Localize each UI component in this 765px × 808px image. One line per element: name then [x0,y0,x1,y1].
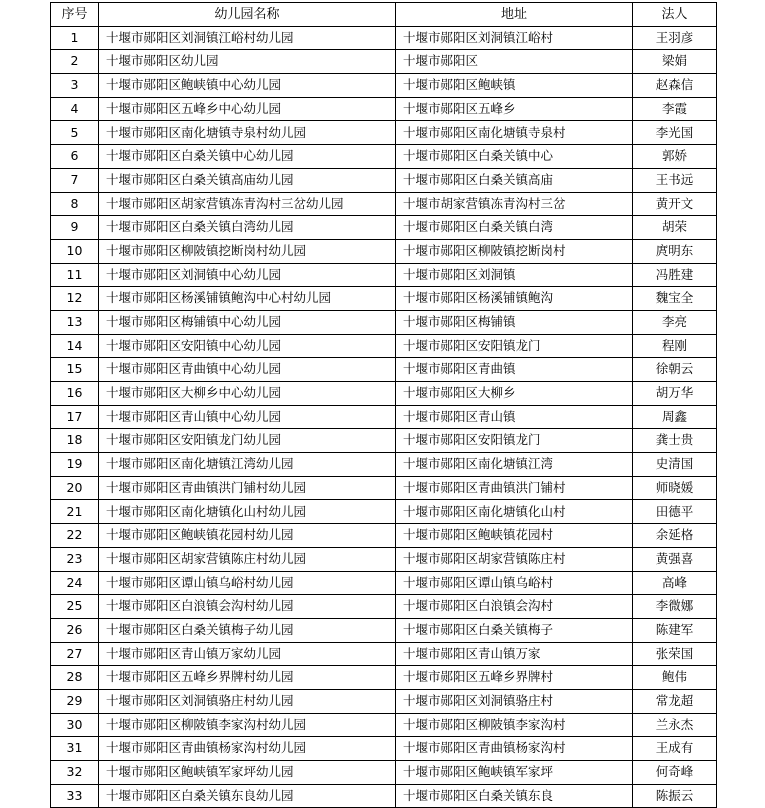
kindergarten-name-cell: 十堰市郧阳区谭山镇乌峪村幼儿园 [99,571,396,595]
table-row [51,26,717,50]
kindergarten-name-cell: 十堰市郧阳区大柳乡中心幼儿园 [99,382,396,406]
table-row [51,382,717,406]
legal-representative-cell: 李光国 [633,121,717,145]
address-cell: 十堰市郧阳区鲍峡镇军家坪 [396,761,633,785]
table-row [51,358,717,382]
kindergarten-name-cell: 十堰市郧阳区鲍峡镇军家坪幼儿园 [99,761,396,785]
address-cell: 十堰市郧阳区白桑关镇白湾 [396,216,633,240]
serial-number-cell: 27 [51,642,99,666]
kindergarten-name-cell: 十堰市郧阳区胡家营镇冻青沟村三岔幼儿园 [99,192,396,216]
legal-representative-cell: 徐朝云 [633,358,717,382]
table-row [51,310,717,334]
serial-number-cell: 2 [51,50,99,74]
serial-number-cell: 23 [51,547,99,571]
legal-representative-cell: 魏宝全 [633,287,717,311]
kindergarten-name-cell: 十堰市郧阳区刘洞镇江峪村幼儿园 [99,26,396,50]
kindergarten-name-cell: 十堰市郧阳区安阳镇中心幼儿园 [99,334,396,358]
kindergarten-name-cell: 十堰市郧阳区胡家营镇陈庄村幼儿园 [99,547,396,571]
address-cell: 十堰市郧阳区白桑关镇中心 [396,145,633,169]
legal-representative-cell: 胡万华 [633,382,717,406]
address-cell: 十堰市郧阳区白桑关镇梅子 [396,618,633,642]
legal-representative-cell: 田德平 [633,500,717,524]
address-cell: 十堰市郧阳区白桑关镇东良 [396,784,633,808]
kindergarten-name-cell: 十堰市郧阳区安阳镇龙门幼儿园 [99,429,396,453]
address-cell: 十堰市郧阳区柳陂镇李家沟村 [396,713,633,737]
legal-representative-cell: 常龙超 [633,689,717,713]
kindergarten-name-cell: 十堰市郧阳区鲍峡镇花园村幼儿园 [99,524,396,548]
legal-representative-cell: 庹明东 [633,239,717,263]
kindergarten-name-cell: 十堰市郧阳区青曲镇中心幼儿园 [99,358,396,382]
table-row [51,74,717,98]
address-cell: 十堰市郧阳区杨溪铺镇鲍沟 [396,287,633,311]
serial-number-cell: 33 [51,784,99,808]
legal-representative-cell: 黄开文 [633,192,717,216]
address-cell: 十堰市郧阳区鲍峡镇花园村 [396,524,633,548]
serial-number-cell: 31 [51,737,99,761]
serial-number-cell: 20 [51,476,99,500]
kindergarten-name-cell: 十堰市郧阳区青山镇万家幼儿园 [99,642,396,666]
header-kindergarten-name: 幼儿园名称 [99,3,396,27]
legal-representative-cell: 胡荣 [633,216,717,240]
table-row [51,524,717,548]
serial-number-cell: 30 [51,713,99,737]
kindergarten-name-cell: 十堰市郧阳区白桑关镇高庙幼儿园 [99,168,396,192]
legal-representative-cell: 王书远 [633,168,717,192]
kindergarten-name-cell: 十堰市郧阳区五峰乡界牌村幼儿园 [99,666,396,690]
serial-number-cell: 8 [51,192,99,216]
table-row [51,287,717,311]
kindergarten-name-cell: 十堰市郧阳区白桑关镇东良幼儿园 [99,784,396,808]
serial-number-cell: 9 [51,216,99,240]
legal-representative-cell: 陈振云 [633,784,717,808]
kindergarten-name-cell: 十堰市郧阳区南化塘镇化山村幼儿园 [99,500,396,524]
legal-representative-cell: 李亮 [633,310,717,334]
table-row [51,334,717,358]
legal-representative-cell: 王羽彦 [633,26,717,50]
address-cell: 十堰市郧阳区青曲镇杨家沟村 [396,737,633,761]
legal-representative-cell: 史清国 [633,453,717,477]
table-row [51,121,717,145]
kindergarten-name-cell: 十堰市郧阳区白桑关镇白湾幼儿园 [99,216,396,240]
table-row [51,571,717,595]
address-cell: 十堰市郧阳区南化塘镇江湾 [396,453,633,477]
address-cell: 十堰市郧阳区青山镇 [396,405,633,429]
kindergarten-name-cell: 十堰市郧阳区青山镇中心幼儿园 [99,405,396,429]
legal-representative-cell: 高峰 [633,571,717,595]
table-row [51,737,717,761]
table-row [51,429,717,453]
table-row [51,547,717,571]
table-row [51,97,717,121]
legal-representative-cell: 王成有 [633,737,717,761]
table-row [51,500,717,524]
address-cell: 十堰市郧阳区白桑关镇高庙 [396,168,633,192]
table-row [51,618,717,642]
legal-representative-cell: 何奇峰 [633,761,717,785]
kindergarten-name-cell: 十堰市郧阳区白桑关镇中心幼儿园 [99,145,396,169]
legal-representative-cell: 周鑫 [633,405,717,429]
address-cell: 十堰市郧阳区柳陂镇挖断岗村 [396,239,633,263]
kindergarten-name-cell: 十堰市郧阳区柳陂镇挖断岗村幼儿园 [99,239,396,263]
address-cell: 十堰市郧阳区五峰乡界牌村 [396,666,633,690]
kindergarten-name-cell: 十堰市郧阳区白浪镇会沟村幼儿园 [99,595,396,619]
table-row [51,761,717,785]
serial-number-cell: 25 [51,595,99,619]
address-cell: 十堰市郧阳区大柳乡 [396,382,633,406]
table-row [51,476,717,500]
address-cell: 十堰市郧阳区五峰乡 [396,97,633,121]
legal-representative-cell: 程刚 [633,334,717,358]
kindergarten-name-cell: 十堰市郧阳区南化塘镇寺泉村幼儿园 [99,121,396,145]
address-cell: 十堰市郧阳区南化塘镇化山村 [396,500,633,524]
header-legal-representative: 法人 [633,3,717,27]
table-row [51,689,717,713]
table-row [51,145,717,169]
kindergarten-name-cell: 十堰市郧阳区柳陂镇李家沟村幼儿园 [99,713,396,737]
table-row [51,192,717,216]
table-row [51,666,717,690]
address-cell: 十堰市胡家营镇冻青沟村三岔 [396,192,633,216]
address-cell: 十堰市郧阳区安阳镇龙门 [396,429,633,453]
serial-number-cell: 15 [51,358,99,382]
legal-representative-cell: 兰永杰 [633,713,717,737]
address-cell: 十堰市郧阳区刘洞镇 [396,263,633,287]
serial-number-cell: 26 [51,618,99,642]
serial-number-cell: 16 [51,382,99,406]
table-row [51,642,717,666]
table-row [51,50,717,74]
table-row [51,453,717,477]
table-row [51,263,717,287]
table-row [51,405,717,429]
legal-representative-cell: 龚士贵 [633,429,717,453]
serial-number-cell: 19 [51,453,99,477]
legal-representative-cell: 冯胜建 [633,263,717,287]
serial-number-cell: 12 [51,287,99,311]
serial-number-cell: 24 [51,571,99,595]
serial-number-cell: 32 [51,761,99,785]
address-cell: 十堰市郧阳区刘洞镇江峪村 [396,26,633,50]
address-cell: 十堰市郧阳区青曲镇洪门铺村 [396,476,633,500]
address-cell: 十堰市郧阳区白浪镇会沟村 [396,595,633,619]
legal-representative-cell: 李霞 [633,97,717,121]
table-body [51,26,717,808]
table-row [51,216,717,240]
kindergarten-name-cell: 十堰市郧阳区五峰乡中心幼儿园 [99,97,396,121]
legal-representative-cell: 赵森信 [633,74,717,98]
kindergarten-name-cell: 十堰市郧阳区青曲镇洪门铺村幼儿园 [99,476,396,500]
header-address: 地址 [396,3,633,27]
serial-number-cell: 3 [51,74,99,98]
serial-number-cell: 13 [51,310,99,334]
kindergarten-name-cell: 十堰市郧阳区青曲镇杨家沟村幼儿园 [99,737,396,761]
legal-representative-cell: 李微娜 [633,595,717,619]
serial-number-cell: 6 [51,145,99,169]
table-row [51,595,717,619]
address-cell: 十堰市郧阳区刘洞镇骆庄村 [396,689,633,713]
kindergarten-name-cell: 十堰市郧阳区杨溪铺镇鲍沟中心村幼儿园 [99,287,396,311]
address-cell: 十堰市郧阳区胡家营镇陈庄村 [396,547,633,571]
address-cell: 十堰市郧阳区安阳镇龙门 [396,334,633,358]
address-cell: 十堰市郧阳区 [396,50,633,74]
kindergarten-name-cell: 十堰市郧阳区幼儿园 [99,50,396,74]
kindergarten-name-cell: 十堰市郧阳区白桑关镇梅子幼儿园 [99,618,396,642]
kindergarten-name-cell: 十堰市郧阳区刘洞镇中心幼儿园 [99,263,396,287]
serial-number-cell: 22 [51,524,99,548]
serial-number-cell: 7 [51,168,99,192]
table-row [51,713,717,737]
serial-number-cell: 1 [51,26,99,50]
address-cell: 十堰市郧阳区南化塘镇寺泉村 [396,121,633,145]
legal-representative-cell: 陈建军 [633,618,717,642]
serial-number-cell: 4 [51,97,99,121]
serial-number-cell: 10 [51,239,99,263]
address-cell: 十堰市郧阳区谭山镇乌峪村 [396,571,633,595]
kindergarten-name-cell: 十堰市郧阳区梅铺镇中心幼儿园 [99,310,396,334]
legal-representative-cell: 梁娟 [633,50,717,74]
serial-number-cell: 11 [51,263,99,287]
serial-number-cell: 5 [51,121,99,145]
serial-number-cell: 18 [51,429,99,453]
address-cell: 十堰市郧阳区青山镇万家 [396,642,633,666]
legal-representative-cell: 郭娇 [633,145,717,169]
table-row [51,168,717,192]
serial-number-cell: 17 [51,405,99,429]
serial-number-cell: 29 [51,689,99,713]
table-row [51,239,717,263]
kindergarten-name-cell: 十堰市郧阳区南化塘镇江湾幼儿园 [99,453,396,477]
legal-representative-cell: 鲍伟 [633,666,717,690]
serial-number-cell: 28 [51,666,99,690]
legal-representative-cell: 师晓媛 [633,476,717,500]
header-row [51,3,717,27]
table-row [51,784,717,808]
legal-representative-cell: 张荣国 [633,642,717,666]
kindergarten-name-cell: 十堰市郧阳区鲍峡镇中心幼儿园 [99,74,396,98]
address-cell: 十堰市郧阳区梅铺镇 [396,310,633,334]
address-cell: 十堰市郧阳区鲍峡镇 [396,74,633,98]
serial-number-cell: 14 [51,334,99,358]
kindergarten-name-cell: 十堰市郧阳区刘洞镇骆庄村幼儿园 [99,689,396,713]
address-cell: 十堰市郧阳区青曲镇 [396,358,633,382]
serial-number-cell: 21 [51,500,99,524]
legal-representative-cell: 余延格 [633,524,717,548]
header-serial-number: 序号 [51,3,99,27]
legal-representative-cell: 黄强喜 [633,547,717,571]
kindergarten-table [50,2,717,808]
